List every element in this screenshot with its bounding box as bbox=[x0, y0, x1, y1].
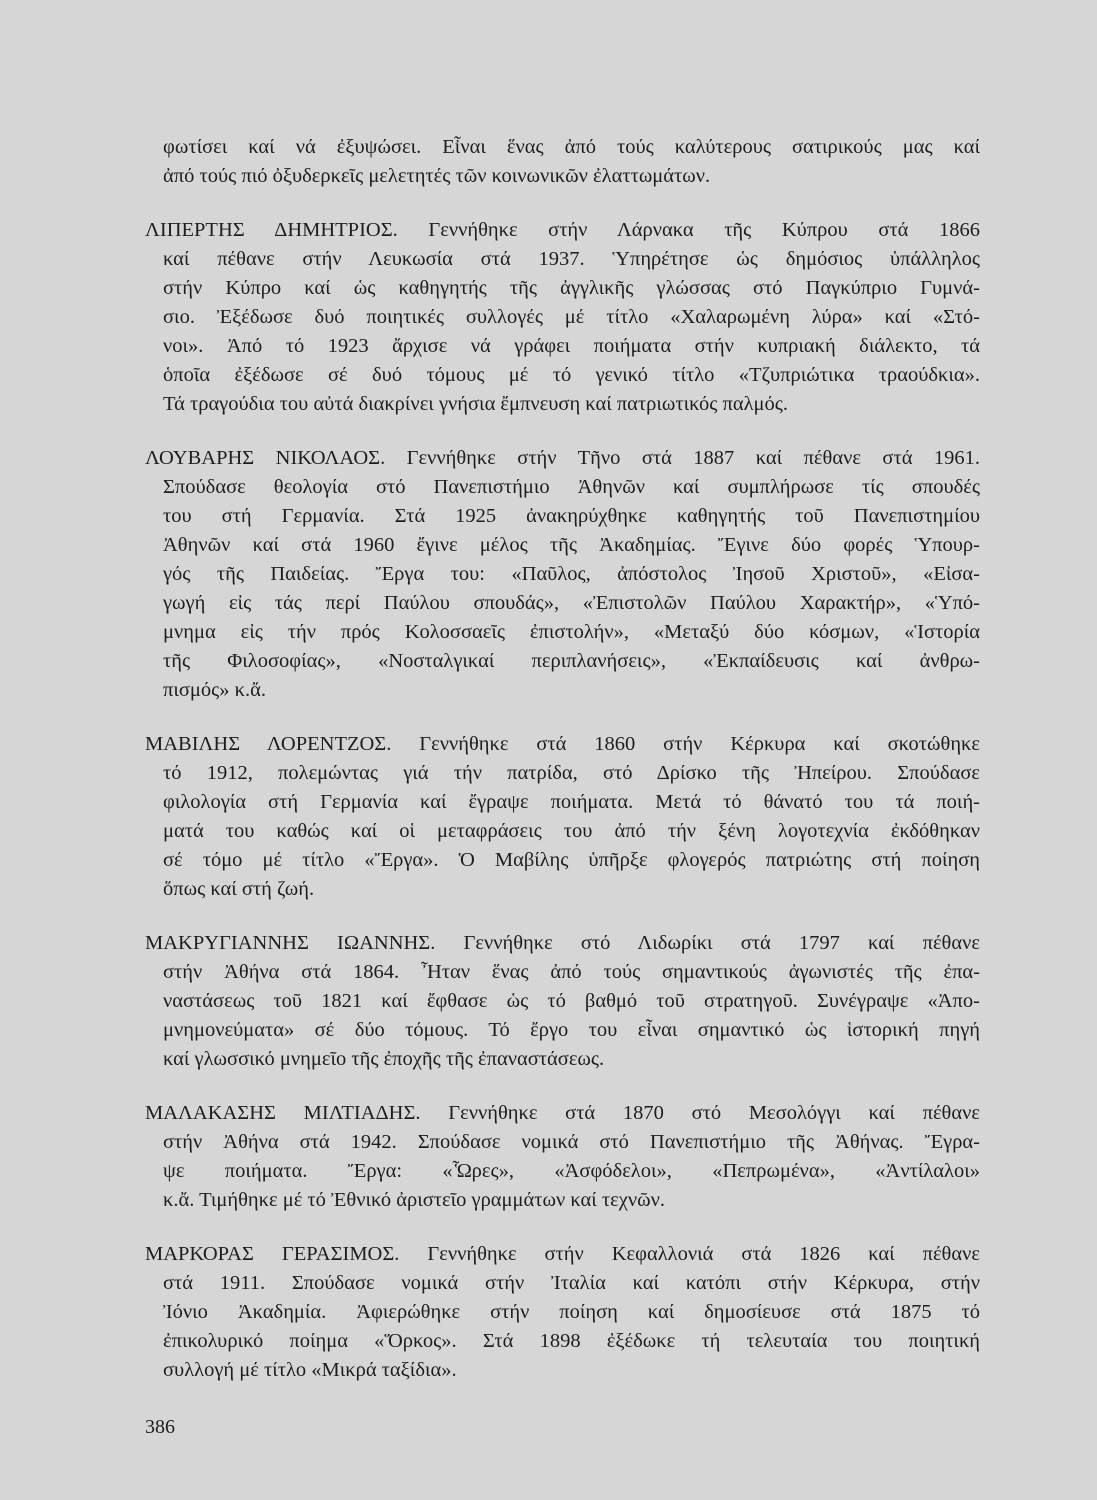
text-line: ΜΑΚΡΥΓΙΑΝΝΗΣ ΙΩΑΝΝΗΣ. Γεννήθηκε στό Λιδωρίκι στά 1797 καί πέθανε bbox=[145, 932, 980, 954]
text-line: στήν Ἀθήνα στά 1864. Ἦταν ἕνας ἀπό τούς σημαντικούς ἀγωνιστές τῆς ἐπα- bbox=[163, 961, 980, 983]
text-line: γός τῆς Παιδείας. Ἔργα του: «Παῦλος, ἀπόστολος Ἰησοῦ Χριστοῦ», «Εἰσα- bbox=[163, 563, 980, 585]
text-line: ἀπό τούς πιό ὀξυδερκεῖς μελετητές τῶν κοινωνικῶν ἐλαττωμάτων. bbox=[163, 165, 711, 187]
text-line: ΜΑΛΑΚΑΣΗΣ ΜΙΛΤΙΑΔΗΣ. Γεννήθηκε στά 1870 στό Μεσολόγγι καί πέθανε bbox=[145, 1102, 980, 1124]
text-line: μνημονεύματα» σέ δύο τόμους. Τό ἔργο του εἶναι σημαντικό ὡς ἱστορική πηγή bbox=[163, 1019, 980, 1041]
text-line: γωγή εἰς τάς περί Παύλου σπουδάς», «Ἐπιστολῶν Παύλου Χαρακτήρ», «Ὑπό- bbox=[163, 592, 980, 614]
text-line: νοι». Ἀπό τό 1923 ἄρχισε νά γράφει ποιήματα στήν κυπριακή διάλεκτο, τά bbox=[163, 335, 980, 357]
text-line: ματά του καθώς καί οἱ μεταφράσεις του ἀπό τήν ξένη λογοτεχνία ἐκδόθηκαν bbox=[163, 820, 980, 842]
text-line: ψε ποιήματα. Ἔργα: «Ὧρες», «Ἀσφόδελοι», «Πεπρωμένα», «Ἀντίλαλοι» bbox=[163, 1160, 980, 1182]
text-line: σιο. Ἐξέδωσε δυό ποιητικές συλλογές μέ τίτλο «Χαλαρωμένη λύρα» καί «Στό- bbox=[163, 306, 980, 328]
text-line: Τά τραγούδια του αὐτά διακρίνει γνήσια ἔμπνευση καί πατριωτικός παλμός. bbox=[163, 393, 789, 415]
text-line: στήν Ἀθήνα στά 1942. Σπούδασε νομικά στό Πανεπιστήμιο τῆς Ἀθήνας. Ἔγρα- bbox=[163, 1131, 980, 1153]
text-line: φωτίσει καί νά ἐξυψώσει. Εἶναι ἕνας ἀπό τούς καλύτερους σατιρικούς μας καί bbox=[163, 136, 980, 158]
text-line: καί γλωσσικό μνημεῖο τῆς ἐποχῆς τῆς ἐπαναστάσεως. bbox=[163, 1048, 605, 1070]
text-line: σέ τόμο μέ τίτλο «Ἔργα». Ὁ Μαβίλης ὑπῆρξε φλογερός πατριώτης στή ποίηση bbox=[163, 849, 980, 871]
text-line: ΜΑΒΙΛΗΣ ΛΟΡΕΝΤΖΟΣ. Γεννήθηκε στά 1860 στήν Κέρκυρα καί σκοτώθηκε bbox=[145, 733, 980, 755]
text-line: ΛΟΥΒΑΡΗΣ ΝΙΚΟΛΑΟΣ. Γεννήθηκε στήν Τῆνο στά 1887 καί πέθανε στά 1961. bbox=[145, 447, 980, 469]
text-line: συλλογή μέ τίτλο «Μικρά ταξίδια». bbox=[163, 1359, 457, 1381]
text-line: ΛΙΠΕΡΤΗΣ ΔΗΜΗΤΡΙΟΣ. Γεννήθηκε στήν Λάρνακα τῆς Κύπρου στά 1866 bbox=[145, 219, 980, 241]
biography-entry bbox=[145, 444, 980, 705]
text-line: ναστάσεως τοῦ 1821 καί ἔφθασε ὡς τό βαθμό τοῦ στρατηγοῦ. Συνέγραψε «Ἀπο- bbox=[163, 990, 980, 1012]
biography-entry bbox=[145, 1240, 980, 1385]
text-line: του στή Γερμανία. Στά 1925 ἀνακηρύχθηκε καθηγητής τοῦ Πανεπιστημίου bbox=[163, 505, 980, 527]
page-number: 386 bbox=[145, 1416, 175, 1438]
biography-entry bbox=[145, 730, 980, 904]
page-body bbox=[145, 133, 980, 1410]
text-line: ΜΑΡΚΟΡΑΣ ΓΕΡΑΣΙΜΟΣ. Γεννήθηκε στήν Κεφαλλονιά στά 1826 καί πέθανε bbox=[145, 1243, 980, 1265]
biography-entry bbox=[145, 929, 980, 1074]
text-line: καί πέθανε στήν Λευκωσία στά 1937. Ὑπηρέτησε ὡς δημόσιος ὑπάλληλος bbox=[163, 248, 980, 270]
biography-entry bbox=[145, 1099, 980, 1215]
continued-paragraph bbox=[145, 133, 980, 191]
text-line: πισμός» κ.ἄ. bbox=[163, 679, 266, 701]
text-line: κ.ἄ. Τιμήθηκε μέ τό Ἐθνικό ἀριστεῖο γραμμάτων καί τεχνῶν. bbox=[163, 1189, 666, 1211]
text-line: ἐπικολυρικό ποίημα «Ὅρκος». Στά 1898 ἐξέδωκε τή τελευταία του ποιητική bbox=[163, 1330, 980, 1352]
text-line: Σπούδασε θεολογία στό Πανεπιστήμιο Ἀθηνῶν καί συμπλήρωσε τίς σπουδές bbox=[163, 476, 980, 498]
text-line: φιλολογία στή Γερμανία καί ἔγραψε ποιήματα. Μετά τό θάνατό του τά ποιή- bbox=[163, 791, 980, 813]
biography-entry bbox=[145, 216, 980, 419]
text-line: τῆς Φιλοσοφίας», «Νοσταλγικαί περιπλανήσεις», «Ἐκπαίδευσις καί ἀνθρω- bbox=[163, 650, 980, 672]
text-line: στά 1911. Σπούδασε νομικά στήν Ἰταλία καί κατόπι στήν Κέρκυρα, στήν bbox=[163, 1272, 980, 1294]
text-line: στήν Κύπρο καί ὡς καθηγητής τῆς ἀγγλικῆς γλώσσας στό Παγκύπριο Γυμνά- bbox=[163, 277, 980, 299]
text-line: Ἀθηνῶν καί στά 1960 ἔγινε μέλος τῆς Ἀκαδημίας. Ἔγινε δύο φορές Ὑπουρ- bbox=[163, 534, 980, 556]
text-line: τό 1912, πολεμώντας γιά τήν πατρίδα, στό Δρίσκο τῆς Ἠπείρου. Σπούδασε bbox=[163, 762, 980, 784]
text-line: ὁποῖα ἐξέδωσε σέ δυό τόμους μέ τό γενικό τίτλο «Τζυπριώτικα τραούδκια». bbox=[163, 364, 980, 386]
text-line: Ἰόνιο Ἀκαδημία. Ἀφιερώθηκε στήν ποίηση καί δημοσίευσε στά 1875 τό bbox=[163, 1301, 980, 1323]
text-line: μνημα εἰς τήν πρός Κολοσσαεῖς ἐπιστολήν», «Μεταξύ δύο κόσμων, «Ἱστορία bbox=[163, 621, 980, 643]
text-line: ὅπως καί στή ζωή. bbox=[163, 878, 315, 900]
